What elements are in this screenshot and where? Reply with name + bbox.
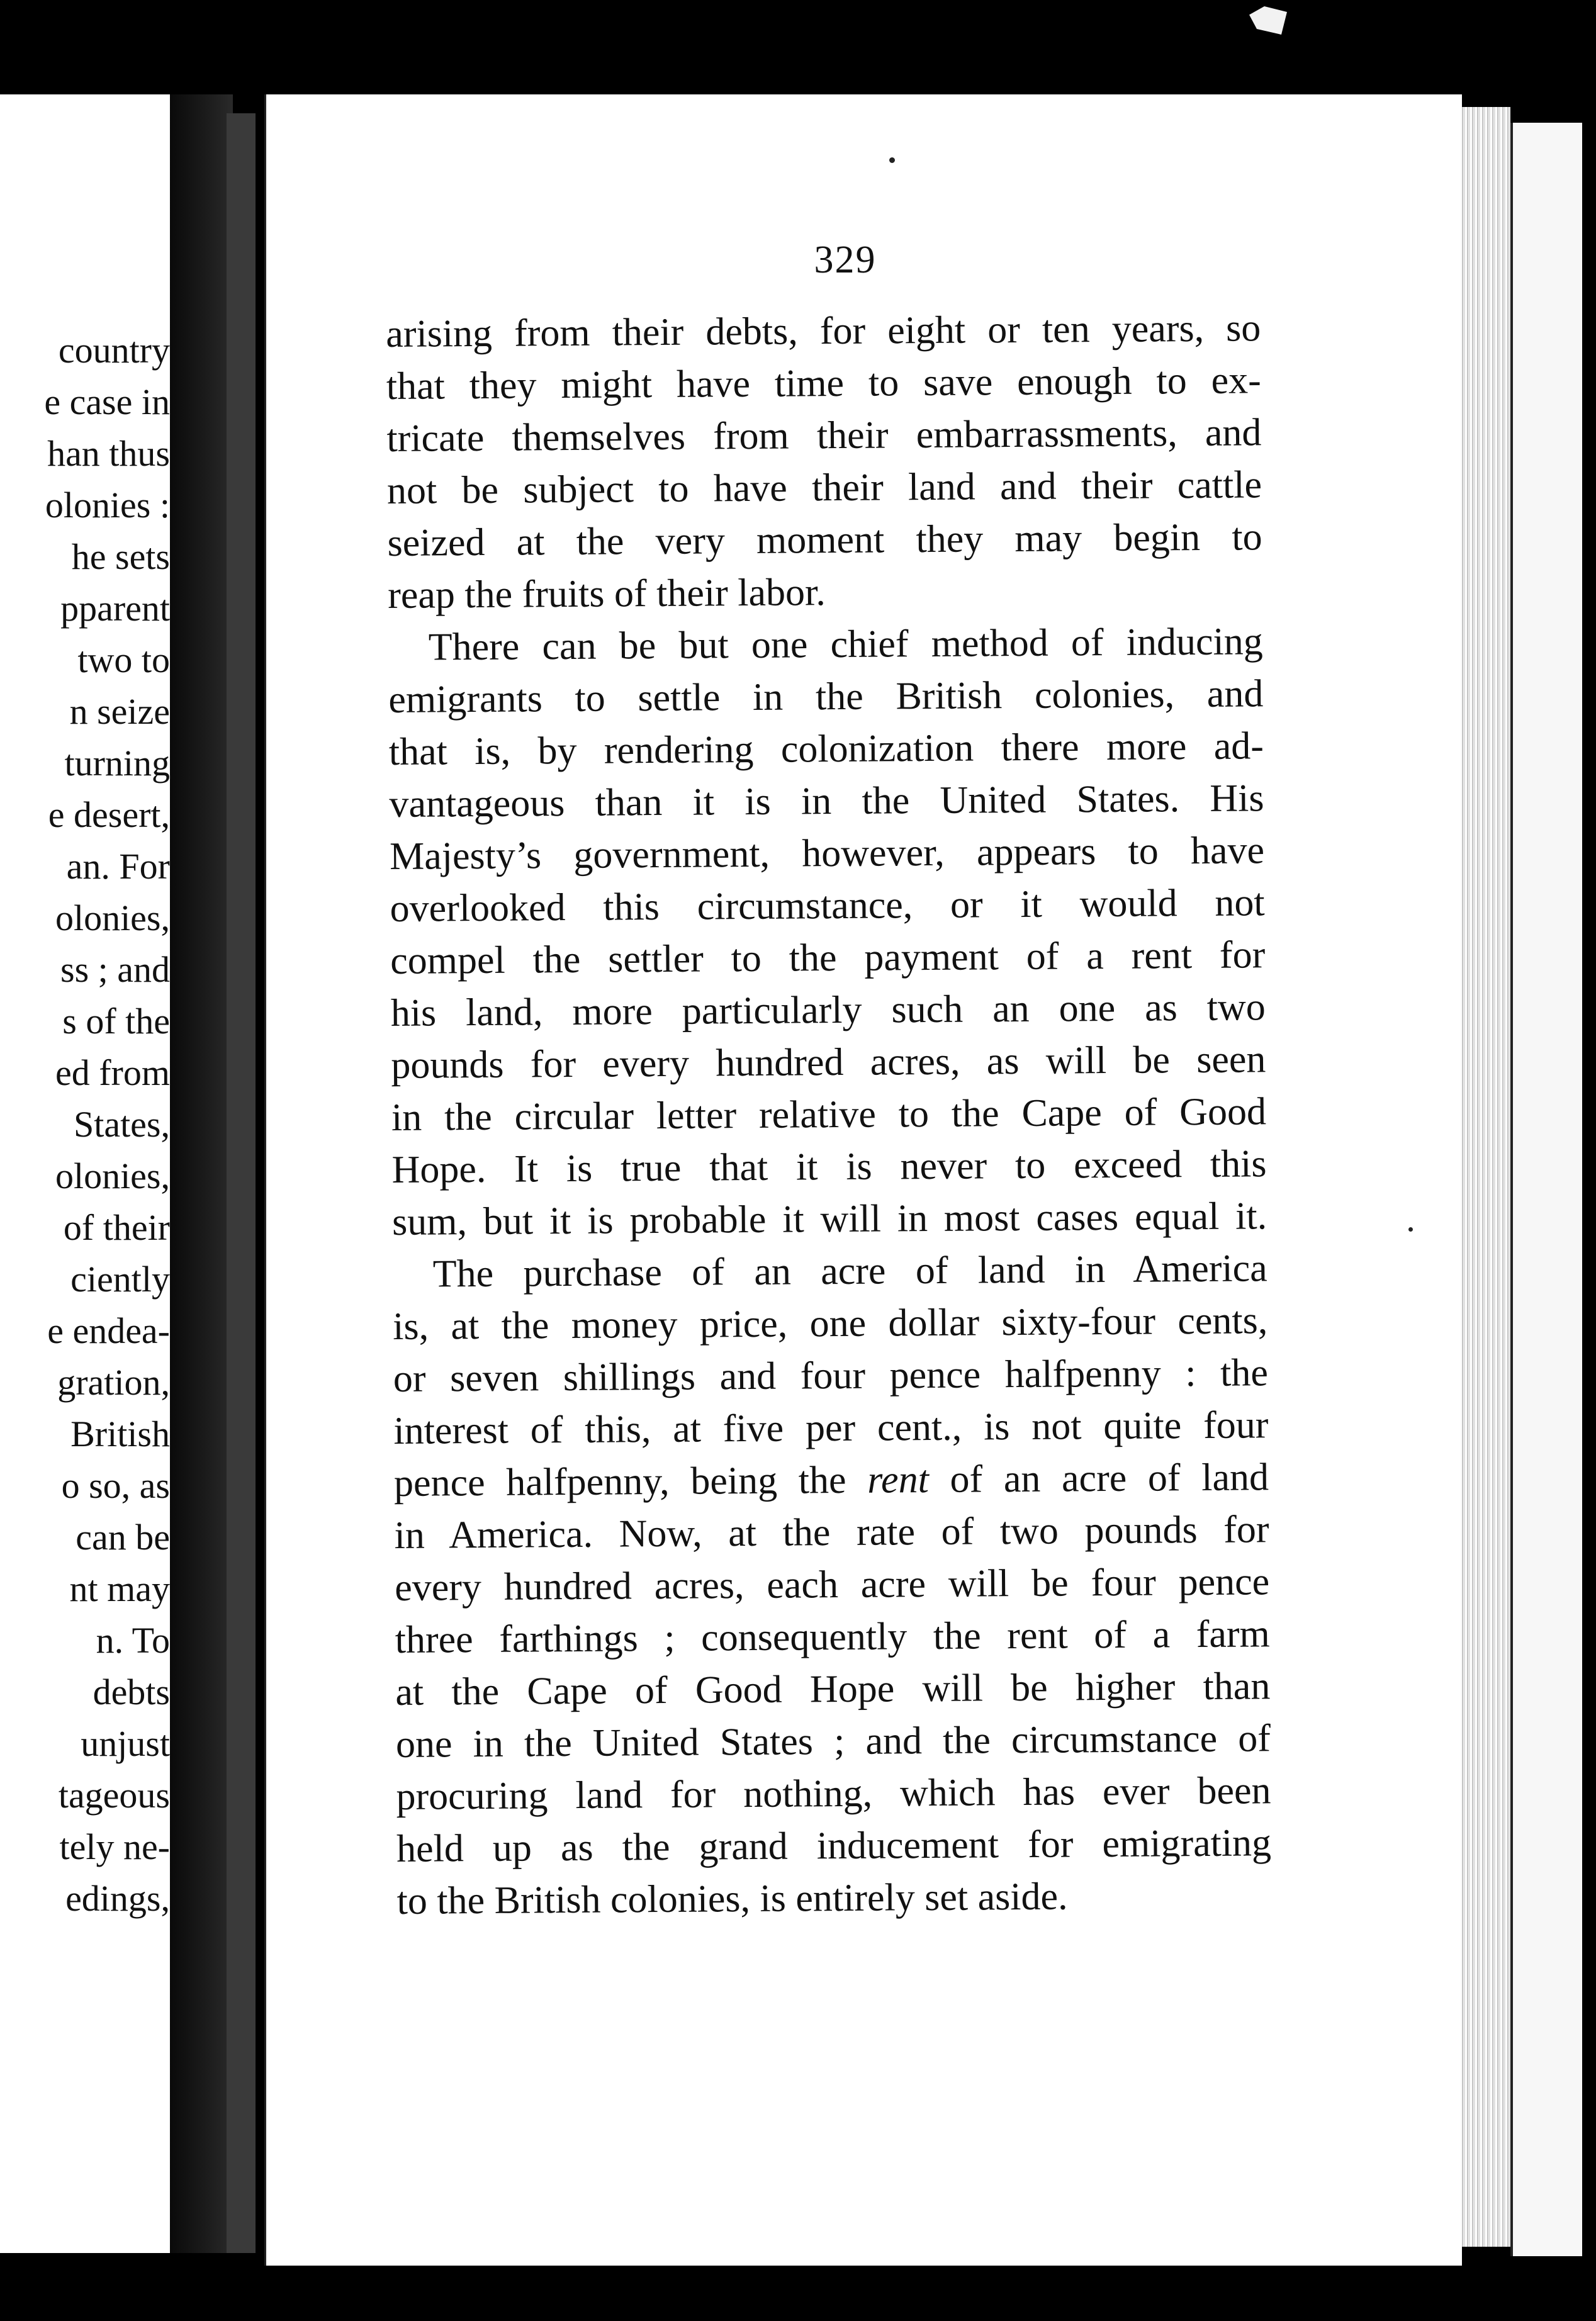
text-line: or seven shillings and four pence halfpenny : the [393, 1351, 1269, 1400]
facing-page-line: o so, as [61, 1465, 170, 1506]
facing-page-line: s of the [62, 1001, 170, 1042]
facing-page-line: States, [73, 1104, 170, 1145]
text-line-with-italic [394, 1451, 1269, 1510]
facing-page-line: ss ; and [60, 949, 170, 990]
facing-page-line: ciently [70, 1259, 170, 1300]
text-line: at the Cape of Good Hope will be higher than [395, 1665, 1271, 1714]
text-line: pounds for every hundred acres, as will be seen [391, 1038, 1266, 1087]
text-line: held up as the grand inducement for emigrating [396, 1821, 1272, 1870]
facing-page-line: turning [64, 743, 170, 784]
body-text [386, 302, 1272, 1928]
gutter-shadow [227, 113, 256, 2253]
paper-scrap [1249, 6, 1287, 35]
facing-page-line: e endea- [47, 1310, 170, 1351]
facing-page-line: he sets [71, 536, 170, 577]
paragraph-start-line: The purchase of an acre of land in America [432, 1247, 1267, 1296]
facing-page [0, 94, 170, 2253]
facing-page-line: tageous [58, 1775, 170, 1816]
page-number [266, 238, 1462, 283]
facing-page-line: nt may [69, 1568, 170, 1609]
ink-speck [1408, 1227, 1413, 1232]
facing-page-line: edings, [65, 1878, 170, 1919]
text-line: that is, by rendering colonization there more ad- [388, 724, 1264, 773]
page-number-text: 329 [814, 239, 877, 281]
facing-page-line: olonies, [55, 1155, 170, 1196]
text-line: in America. Now, at the rate of two pounds for [394, 1508, 1269, 1557]
text-line: Hope. It is true that it is never to exceed this [391, 1142, 1267, 1191]
facing-page-line: debts [93, 1672, 170, 1712]
facing-page-line: olonies, [55, 897, 170, 938]
text-line: arising from their debts, for eight or ten years, so [386, 306, 1261, 356]
text-line: emigrants to settle in the British colonies, and [388, 672, 1264, 721]
text-line: three farthings ; consequently the rent of a farm [395, 1612, 1270, 1661]
facing-page-line: unjust [81, 1723, 170, 1764]
book-gutter [170, 94, 233, 2253]
facing-page-line: can be [76, 1517, 170, 1558]
facing-page-line: gration, [57, 1362, 170, 1403]
text-line: compel the settler to the payment of a rent for [390, 933, 1266, 982]
ink-speck [889, 157, 895, 163]
text-segment: of an acre of land [928, 1456, 1269, 1502]
text-line: interest of this, at five per cent., is not quite four [393, 1403, 1269, 1453]
facing-page-line: e desert, [48, 794, 170, 835]
facing-page-line: tely ne- [59, 1826, 170, 1867]
text-line: his land, more particularly such an one as two [390, 986, 1266, 1035]
text-line: one in the United States ; and the circumstance of [395, 1717, 1271, 1766]
text-line: seized at the very moment they may begin to [387, 515, 1262, 565]
facing-page-line: two to [77, 639, 170, 680]
facing-page-line: pparent [60, 588, 170, 629]
text-line: in the circular letter relative to the Cape of Good [391, 1090, 1267, 1139]
text-line: overlooked this circumstance, or it would not [390, 881, 1265, 930]
facing-page-line: of their [63, 1207, 170, 1248]
facing-page-line: country [58, 330, 170, 371]
text-line: tricate themselves from their embarrassments, and [386, 411, 1262, 460]
facing-page-line: British [70, 1413, 170, 1454]
facing-page-line: an. For [66, 846, 170, 887]
facing-page-line: n seize [69, 691, 170, 732]
page-edges [1460, 107, 1510, 2247]
text-line: not be subject to have their land and their cattle [386, 463, 1262, 512]
facing-page-line: n. To [96, 1620, 170, 1661]
book-page [264, 94, 1462, 2266]
text-line: is, at the money price, one dollar sixty-four cents, [393, 1299, 1268, 1348]
text-line: vantageous than it is in the United States. His [389, 777, 1264, 826]
facing-page-line: e case in [44, 381, 170, 422]
text-line: sum, but it is probable it will in most cases equal it. [391, 1194, 1267, 1244]
text-line: every hundred acres, each acre will be four pence [394, 1560, 1270, 1609]
back-cover-edge [1510, 123, 1582, 2256]
text-line: Majesty’s government, however, appears to have [389, 829, 1265, 878]
text-segment: pence halfpenny, being the [393, 1458, 868, 1505]
text-line: reap the fruits of their labor. [387, 571, 826, 617]
text-line: procuring land for nothing, which has ever been [396, 1769, 1271, 1818]
facing-page-line: han thus [47, 433, 170, 474]
facing-page-line: olonies : [45, 485, 170, 525]
text-line: to the British colonies, is entirely set aside. [396, 1875, 1068, 1923]
facing-page-line: ed from [55, 1052, 170, 1093]
text-line: that they might have time to save enough to ex- [386, 359, 1262, 408]
italic-word: rent [867, 1458, 930, 1502]
paragraph-start-line: There can be but one chief method of inducing [428, 620, 1263, 669]
